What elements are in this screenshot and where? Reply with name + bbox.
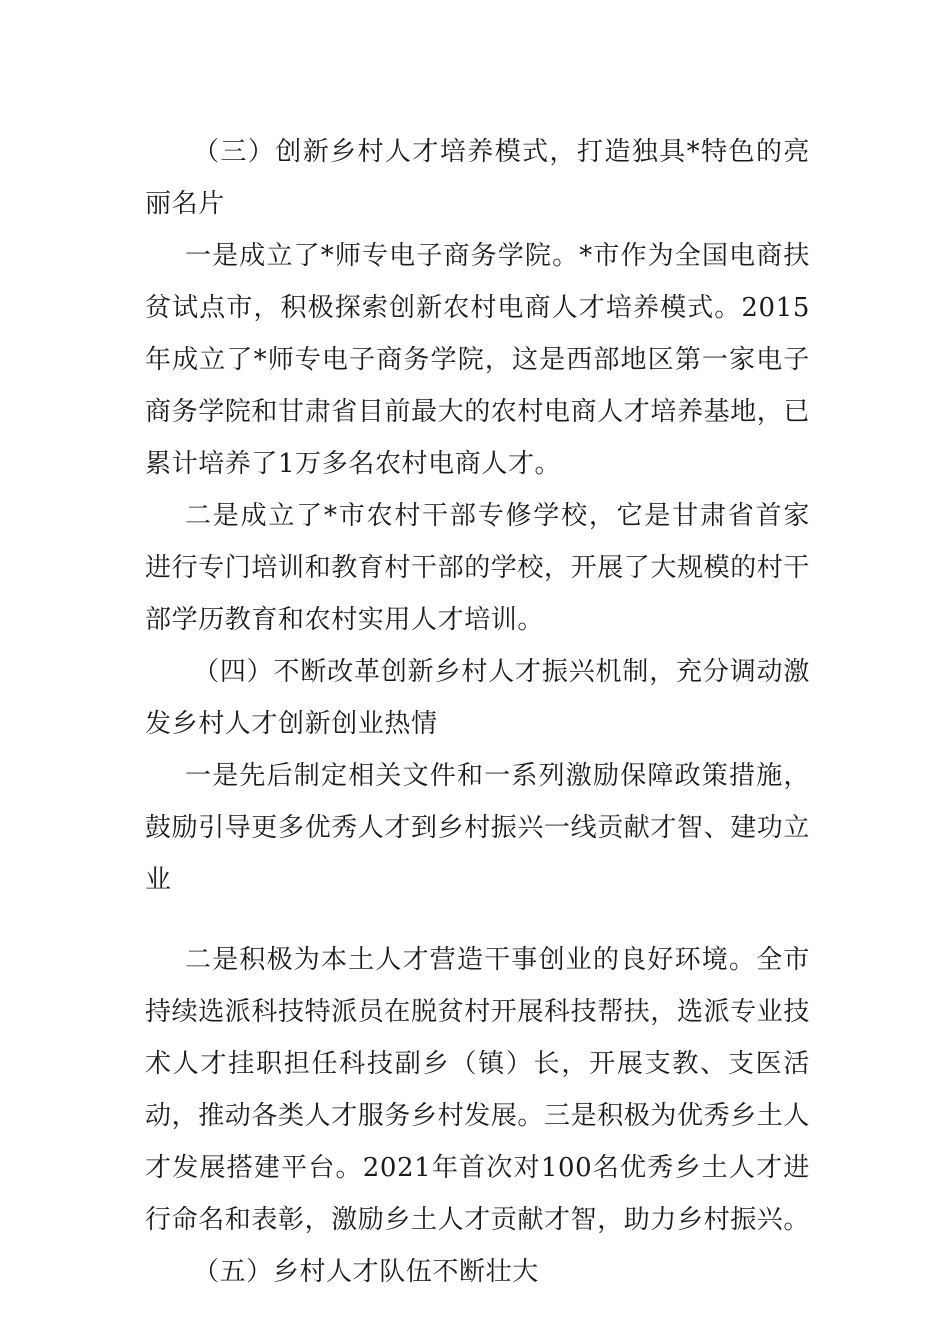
paragraph-ecommerce-college: 一是成立了*师专电子商务学院。*市作为全国电商扶贫试点市，积极探索创新农村电商人才培养模式。2015年成立了*师专电子商务学院，这是西部地区第一家电子商务学院和甘肃省目前最大的农村电商人才培养基地，已累计培养了1万多名农村电商人才。	[145, 241, 811, 479]
paragraph-incentive-policies: 一是先后制定相关文件和一系列激励保障政策措施，鼓励引导更多优秀人才到乡村振兴一线贡献才智、建功立业	[145, 761, 811, 895]
paragraph-gap	[145, 906, 810, 934]
document-body	[145, 126, 810, 1298]
section-heading-3: （三）创新乡村人才培养模式，打造独具*特色的亮丽名片	[145, 137, 810, 219]
paragraph-cadre-school: 二是成立了*市农村干部专修学校，它是甘肃省首家进行专门培训和教育村干部的学校，开展了大规模的村干部学历教育和农村实用人才培训。	[145, 501, 811, 635]
section-heading-4: （四）不断改革创新乡村人才振兴机制，充分调动激发乡村人才创新创业热情	[145, 657, 810, 739]
section-heading-5: （五）乡村人才队伍不断壮大	[193, 1257, 539, 1287]
paragraph-local-talent-environment: 二是积极为本土人才营造干事创业的良好环境。全市持续选派科技特派员在脱贫村开展科技帮扶，选派专业技术人才挂职担任科技副乡（镇）长，开展支教、支医活动，推动各类人才服务乡村发展。三是积极为优秀乡土人才发展搭建平台。2021年首次对100名优秀乡土人才进行命名和表彰，激励乡土人才贡献才智，助力乡村振兴。	[145, 945, 811, 1235]
